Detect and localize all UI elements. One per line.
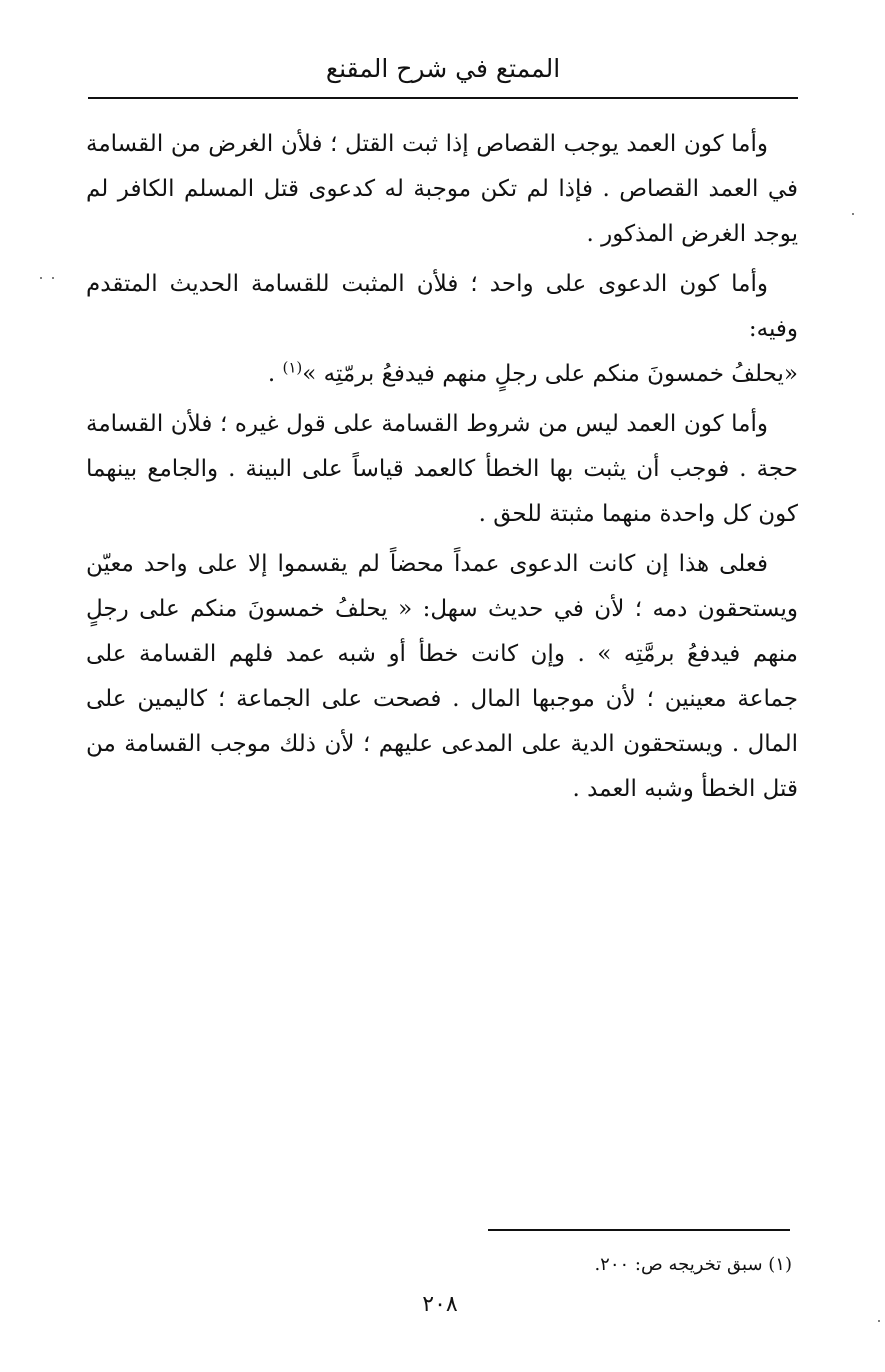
scan-speck (40, 277, 42, 279)
scan-speck (852, 213, 854, 215)
footnote-rule (488, 1229, 790, 1231)
scan-speck (52, 277, 54, 279)
paragraph-3: وأما كون العمد ليس من شروط القسامة على قول غيره ؛ فلأن القسامة حجة . فوجب أن يثبت بها الخطأ كالعمد قياساً على البينة . والجامع بينهما كون كل واحدة منهما مثبتة للحق . (86, 411, 798, 527)
footnote-reference[interactable]: (١) (282, 358, 303, 377)
page-number: ٢٠٨ (422, 1292, 458, 1317)
hadith-quote (86, 352, 798, 397)
footnote: (١) سبق تخريجه ص: ٢٠٠. (594, 1254, 792, 1275)
hadith-quote-tail: . (267, 361, 283, 387)
scan-speck (878, 1320, 880, 1322)
paragraph-1: وأما كون العمد يوجب القصاص إذا ثبت القتل ؛ فلأن الغرض من القسامة في العمد القصاص . فإذا لم تكن موجبة له كدعوى قتل المسلم الكافر لم يوجد الغرض المذكور . (86, 131, 798, 247)
paragraph-2 (86, 262, 798, 352)
main-text (86, 122, 798, 817)
hadith-quote-text: «يحلفُ خمسونَ منكم على رجلٍ منهم فيدفعُ برمّتِه » (302, 361, 798, 387)
header-rule (88, 97, 798, 99)
running-head-title: الممتع في شرح المقنع (325, 54, 561, 83)
paragraph-2-text: وأما كون الدعوى على واحد ؛ فلأن المثبت للقسامة الحديث المتقدم وفيه: (86, 271, 798, 342)
paragraph-4: فعلى هذا إن كانت الدعوى عمداً محضاً لم يقسموا إلا على واحد معيّن ويستحقون دمه ؛ لأن في حديث سهل: « يحلفُ خمسونَ منكم على رجلٍ منهم فيدفعُ برمَّتِه » . وإن كانت خطأ أو شبه عمد فلهم القسامة على جماعة معينين ؛ لأن موجبها المال . فصحت على الجماعة ؛ كاليمين على المال . ويستحقون الدية على المدعى عليهم ؛ لأن ذلك موجب القسامة من قتل الخطأ وشبه العمد . (86, 551, 798, 802)
